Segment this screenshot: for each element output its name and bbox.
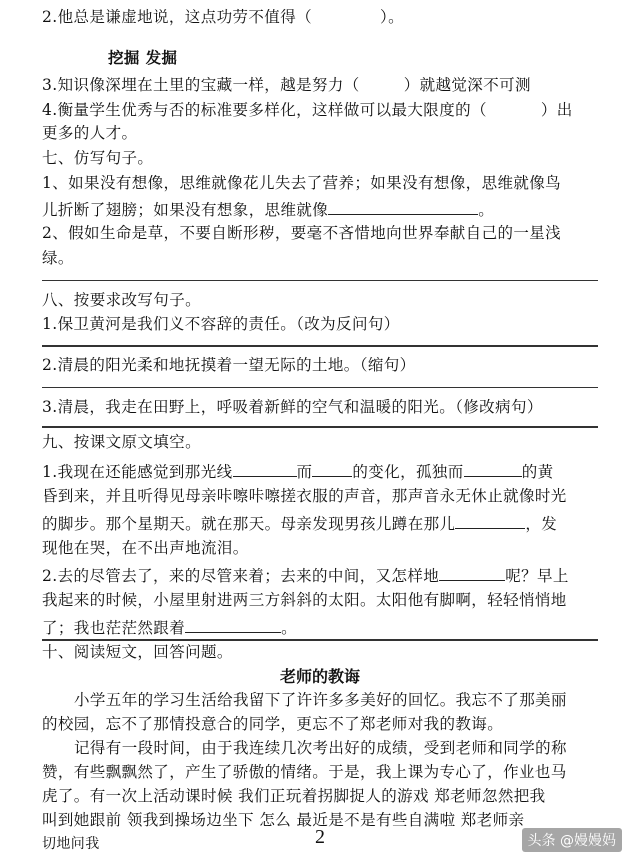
- section-9-item-1-text: 的脚步。那个星期天。就在那天。母亲发现男孩儿蹲在那儿: [42, 515, 456, 533]
- section-8-item-2: 2.清晨的阳光柔和地抚摸着一望无际的土地。（缩句）: [42, 356, 416, 374]
- question-3-text: 3.知识像深埋在土里的宝藏一样，越是努力（: [42, 76, 360, 94]
- question-2-text: 2.他总是谦虚地说，这点功劳不值得（: [42, 8, 312, 26]
- section-9-item-2-text: 呢？早上: [505, 567, 569, 585]
- question-4: [42, 99, 573, 120]
- question-2-end: ）。: [380, 8, 405, 26]
- section-7-item-1-text: 儿折断了翅膀；如果没有想象，思维就像: [42, 201, 329, 219]
- section-9-item-1-continued: 昏到来，并且听得见母亲咔嚓咔嚓搓衣服的声音，那声音永无休止就像时光: [42, 487, 567, 505]
- section-8-item-3: 3.清晨，我走在田野上，呼吸着新鲜的空气和温暖的阳光。（修改病句）: [42, 398, 543, 416]
- story-paragraph-1-continued: 的校园，忘不了那情投意合的同学，更忘不了郑老师对我的教诲。: [42, 715, 504, 733]
- story-paragraph-2-continued: 赞，有些飘飘然了，产生了骄傲的情绪。于是，我上课为专心了，作业也马: [42, 763, 567, 781]
- section-9-item-2-text: 了；我也茫茫然跟着: [42, 619, 186, 637]
- question-3: [42, 74, 531, 95]
- answer-blank[interactable]: [328, 198, 478, 215]
- word-choices: 挖掘 发掘: [108, 48, 178, 67]
- section-7-item-2: 2、假如生命是草，不要自断形秽，要毫不吝惜地向世界奉献自己的一星浅: [42, 224, 562, 242]
- story-paragraph-1: 小学五年的学习生活给我留下了许许多多美好的回忆。我忘不了那美丽: [74, 691, 567, 709]
- story-paragraph-2-continued: 叫到她跟前 领我到操场边坐下 怎么 最近是不是有些自满啦 郑老师亲: [42, 811, 525, 829]
- section-10-heading: 十、阅读短文，回答问题。: [42, 643, 233, 661]
- section-8-heading: 八、按要求改写句子。: [42, 291, 202, 309]
- section-9-item-2-continued: 我起来的时候，小屋里射进两三方斜斜的太阳。太阳他有脚啊，轻轻悄悄地: [42, 591, 567, 609]
- section-9-item-2-continued: [42, 616, 297, 638]
- section-divider: [42, 639, 598, 641]
- answer-blank[interactable]: [312, 460, 352, 477]
- section-9-item-1: [42, 460, 554, 482]
- story-paragraph-2-continued: 虎了。有一次上活动课时候 我们正玩着拐脚捉人的游戏 郑老师忽然把我: [42, 787, 546, 805]
- watermark: 头条 @嫚嫚妈: [522, 828, 622, 852]
- section-7-item-1: 1、如果没有想像，思维就像花儿失去了营养；如果没有想像，思维就像鸟: [42, 174, 562, 192]
- question-3-text-end: ）就越觉深不可测: [403, 76, 531, 94]
- answer-blank[interactable]: [233, 460, 297, 477]
- section-9-item-2-text: 2.去的尽管去了，来的尽管来着；去来的中间，又怎样地: [42, 567, 440, 585]
- answer-blank[interactable]: [464, 460, 522, 477]
- story-paragraph-2-continued: 切地问我: [42, 836, 100, 852]
- question-4-text: 4.衡量学生优秀与否的标准要多样化，这样做可以最大限度的（: [42, 101, 487, 119]
- answer-line[interactable]: [42, 280, 598, 281]
- answer-blank[interactable]: [185, 616, 281, 633]
- answer-blank[interactable]: [360, 74, 404, 90]
- section-8-item-1: 1.保卫黄河是我们义不容辞的责任。（改为反问句）: [42, 315, 400, 333]
- section-7-item-1-end: 。: [478, 201, 495, 219]
- section-9-item-1-text: 而: [296, 463, 313, 481]
- answer-line[interactable]: [42, 387, 598, 388]
- page-number: 2: [315, 826, 325, 848]
- section-9-item-2: [42, 564, 569, 586]
- section-9-item-1-continued: [42, 512, 557, 534]
- answer-line[interactable]: [42, 345, 598, 347]
- answer-line[interactable]: [42, 426, 598, 428]
- section-7-item-1-continued: [42, 198, 494, 220]
- section-9-item-1-text: 1.我现在还能感觉到那光线: [42, 463, 233, 481]
- question-2: [42, 6, 404, 27]
- answer-blank[interactable]: [487, 99, 541, 115]
- section-9-item-2-text: 。: [281, 619, 298, 637]
- section-7-heading: 七、仿写句子。: [42, 149, 154, 167]
- answer-blank[interactable]: [439, 564, 505, 581]
- story-paragraph-2: 记得有一段时间，由于我连续几次考出好的成绩，受到老师和同学的称: [74, 739, 567, 757]
- question-4-continued: 更多的人才。: [42, 124, 138, 142]
- section-7-item-2-continued: 绿。: [42, 249, 74, 267]
- section-9-heading: 九、按课文原文填空。: [42, 433, 202, 451]
- question-4-text-end: ）出: [540, 101, 573, 119]
- answer-blank[interactable]: [312, 6, 380, 22]
- section-9-item-1-text: ，发: [525, 515, 558, 533]
- section-9-item-1-continued: 现他在哭，在不出声地流泪。: [42, 539, 249, 557]
- answer-blank[interactable]: [455, 512, 525, 529]
- section-9-item-1-text: 的变化，孤独而: [352, 463, 464, 481]
- section-9-item-1-text: 的黄: [521, 463, 554, 481]
- story-title: 老师的教诲: [279, 667, 360, 686]
